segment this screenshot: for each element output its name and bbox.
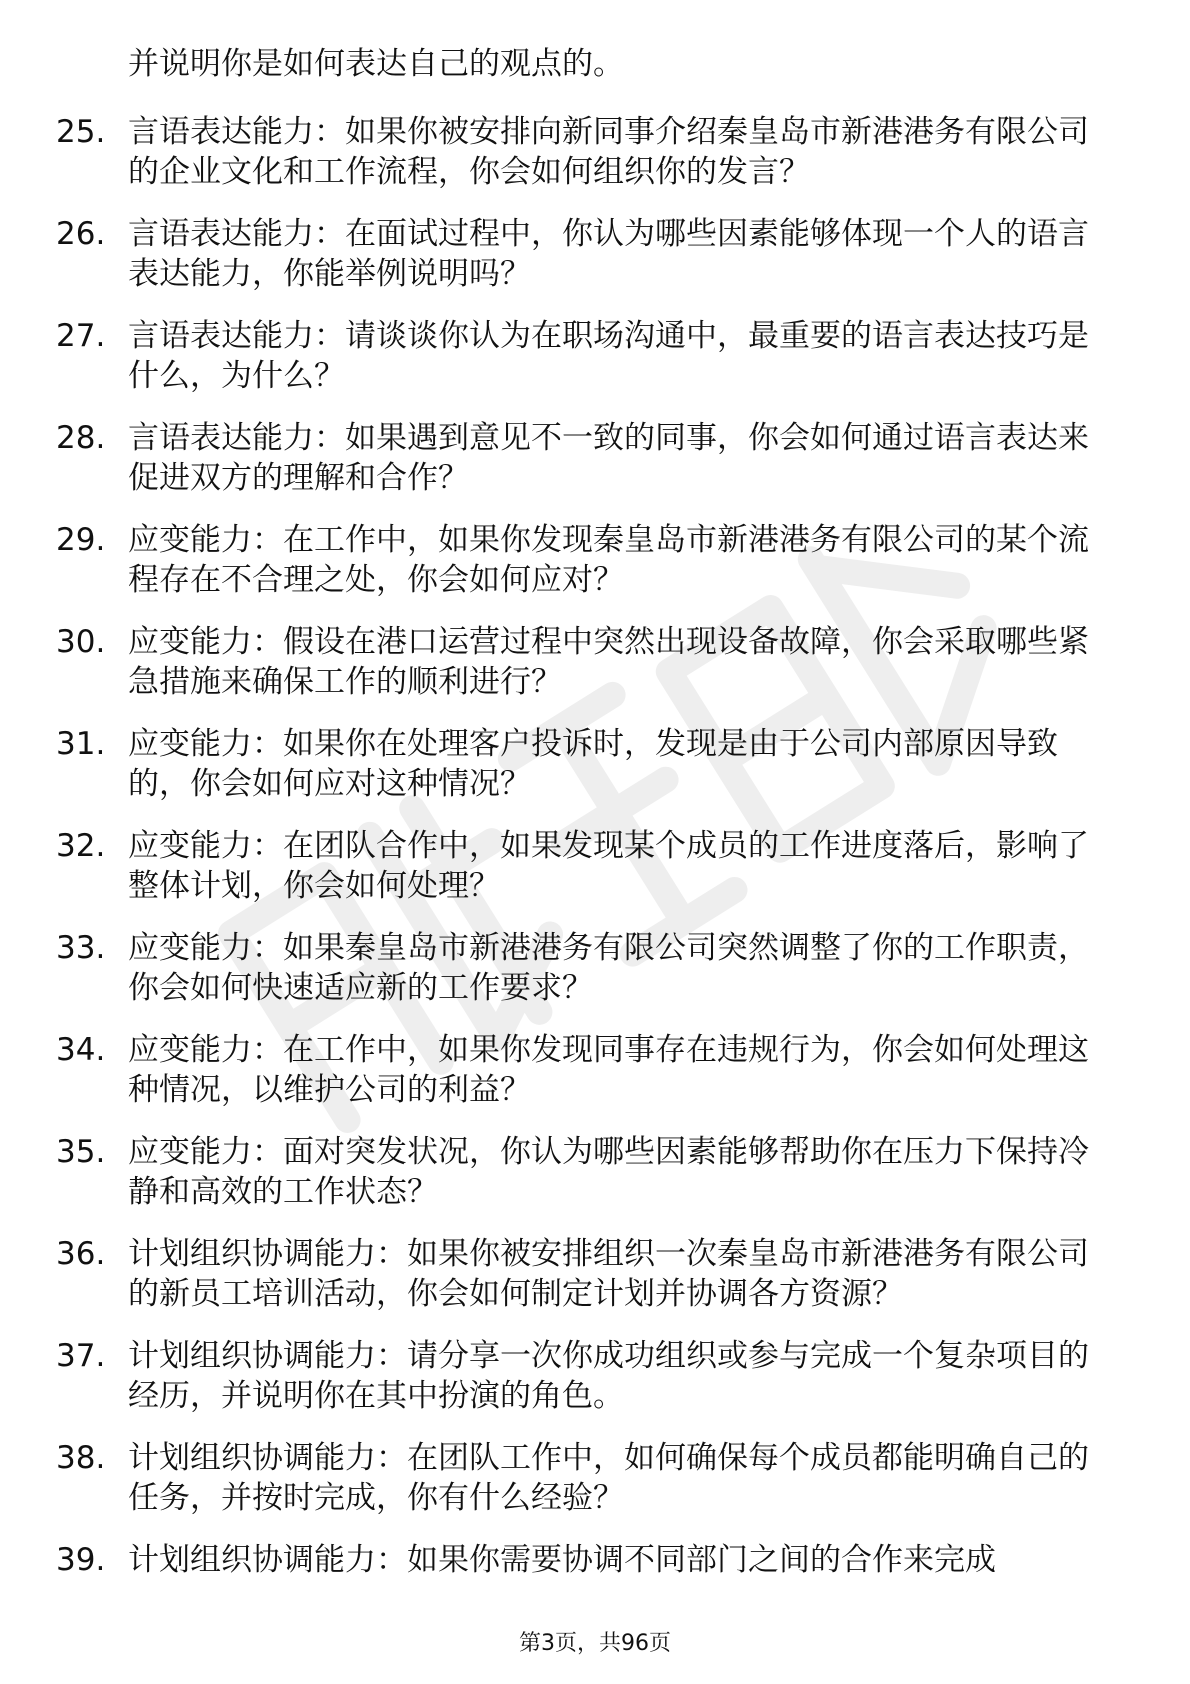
list-item (0, 724, 1190, 826)
question-text: 应变能力：假设在港口运营过程中突然出现设备故障，你会采取哪些紧急措施来确保工作的顺利进行？ (128, 624, 1089, 700)
question-number: 29. (56, 522, 106, 558)
question-number: 36. (56, 1236, 106, 1272)
question-number: 37. (56, 1338, 106, 1374)
question-text: 言语表达能力：在面试过程中，你认为哪些因素能够体现一个人的语言表达能力，你能举例说明吗？ (128, 216, 1089, 292)
continuation-text: 并说明你是如何表达自己的观点的。 (128, 46, 624, 82)
question-number: 39. (56, 1542, 106, 1578)
list-item (0, 1336, 1190, 1438)
list-item (0, 928, 1190, 1030)
question-number: 28. (56, 420, 106, 456)
question-number: 27. (56, 318, 106, 354)
list-item (0, 1438, 1190, 1540)
list-item (0, 826, 1190, 928)
question-text: 应变能力：在团队合作中，如果发现某个成员的工作进度落后，影响了整体计划，你会如何处理？ (128, 828, 1089, 904)
question-text: 应变能力：在工作中，如果你发现秦皇岛市新港港务有限公司的某个流程存在不合理之处，你会如何应对？ (128, 522, 1089, 598)
question-text: 应变能力：在工作中，如果你发现同事存在违规行为，你会如何处理这种情况，以维护公司的利益？ (128, 1032, 1089, 1108)
question-number: 38. (56, 1440, 106, 1476)
question-text: 言语表达能力：如果你被安排向新同事介绍秦皇岛市新港港务有限公司的企业文化和工作流程，你会如何组织你的发言？ (128, 114, 1089, 190)
list-item (0, 1132, 1190, 1234)
list-item (0, 418, 1190, 520)
question-text: 计划组织协调能力：在团队工作中，如何确保每个成员都能明确自己的任务，并按时完成，你有什么经验？ (128, 1440, 1089, 1516)
list-item (0, 316, 1190, 418)
question-number: 26. (56, 216, 106, 252)
question-text: 应变能力：如果秦皇岛市新港港务有限公司突然调整了你的工作职责，你会如何快速适应新的工作要求？ (128, 930, 1089, 1006)
list-item (0, 520, 1190, 622)
list-item (0, 1540, 1190, 1642)
question-number: 30. (56, 624, 106, 660)
question-number: 31. (56, 726, 106, 762)
question-number: 32. (56, 828, 106, 864)
question-text: 言语表达能力：请谈谈你认为在职场沟通中，最重要的语言表达技巧是什么，为什么？ (128, 318, 1089, 394)
list-item (0, 622, 1190, 724)
question-text: 应变能力：面对突发状况，你认为哪些因素能够帮助你在压力下保持冷静和高效的工作状态？ (128, 1134, 1089, 1210)
list-item (0, 214, 1190, 316)
question-text: 计划组织协调能力：如果你需要协调不同部门之间的合作来完成 (128, 1542, 996, 1578)
page-footer: 第3页，共96页 (519, 1631, 671, 1656)
question-text: 计划组织协调能力：如果你被安排组织一次秦皇岛市新港港务有限公司的新员工培训活动，你会如何制定计划并协调各方资源？ (128, 1236, 1089, 1312)
question-text: 应变能力：如果你在处理客户投诉时，发现是由于公司内部原因导致的，你会如何应对这种情况？ (128, 726, 1058, 802)
question-number: 25. (56, 114, 106, 150)
question-list (0, 112, 1190, 1642)
question-text: 计划组织协调能力：请分享一次你成功组织或参与完成一个复杂项目的经历，并说明你在其中扮演的角色。 (128, 1338, 1089, 1414)
question-number: 35. (56, 1134, 106, 1170)
list-item (0, 1030, 1190, 1132)
list-item (0, 112, 1190, 214)
question-number: 34. (56, 1032, 106, 1068)
question-text: 言语表达能力：如果遇到意见不一致的同事，你会如何通过语言表达来促进双方的理解和合作？ (128, 420, 1089, 496)
list-item (0, 1234, 1190, 1336)
question-number: 33. (56, 930, 106, 966)
